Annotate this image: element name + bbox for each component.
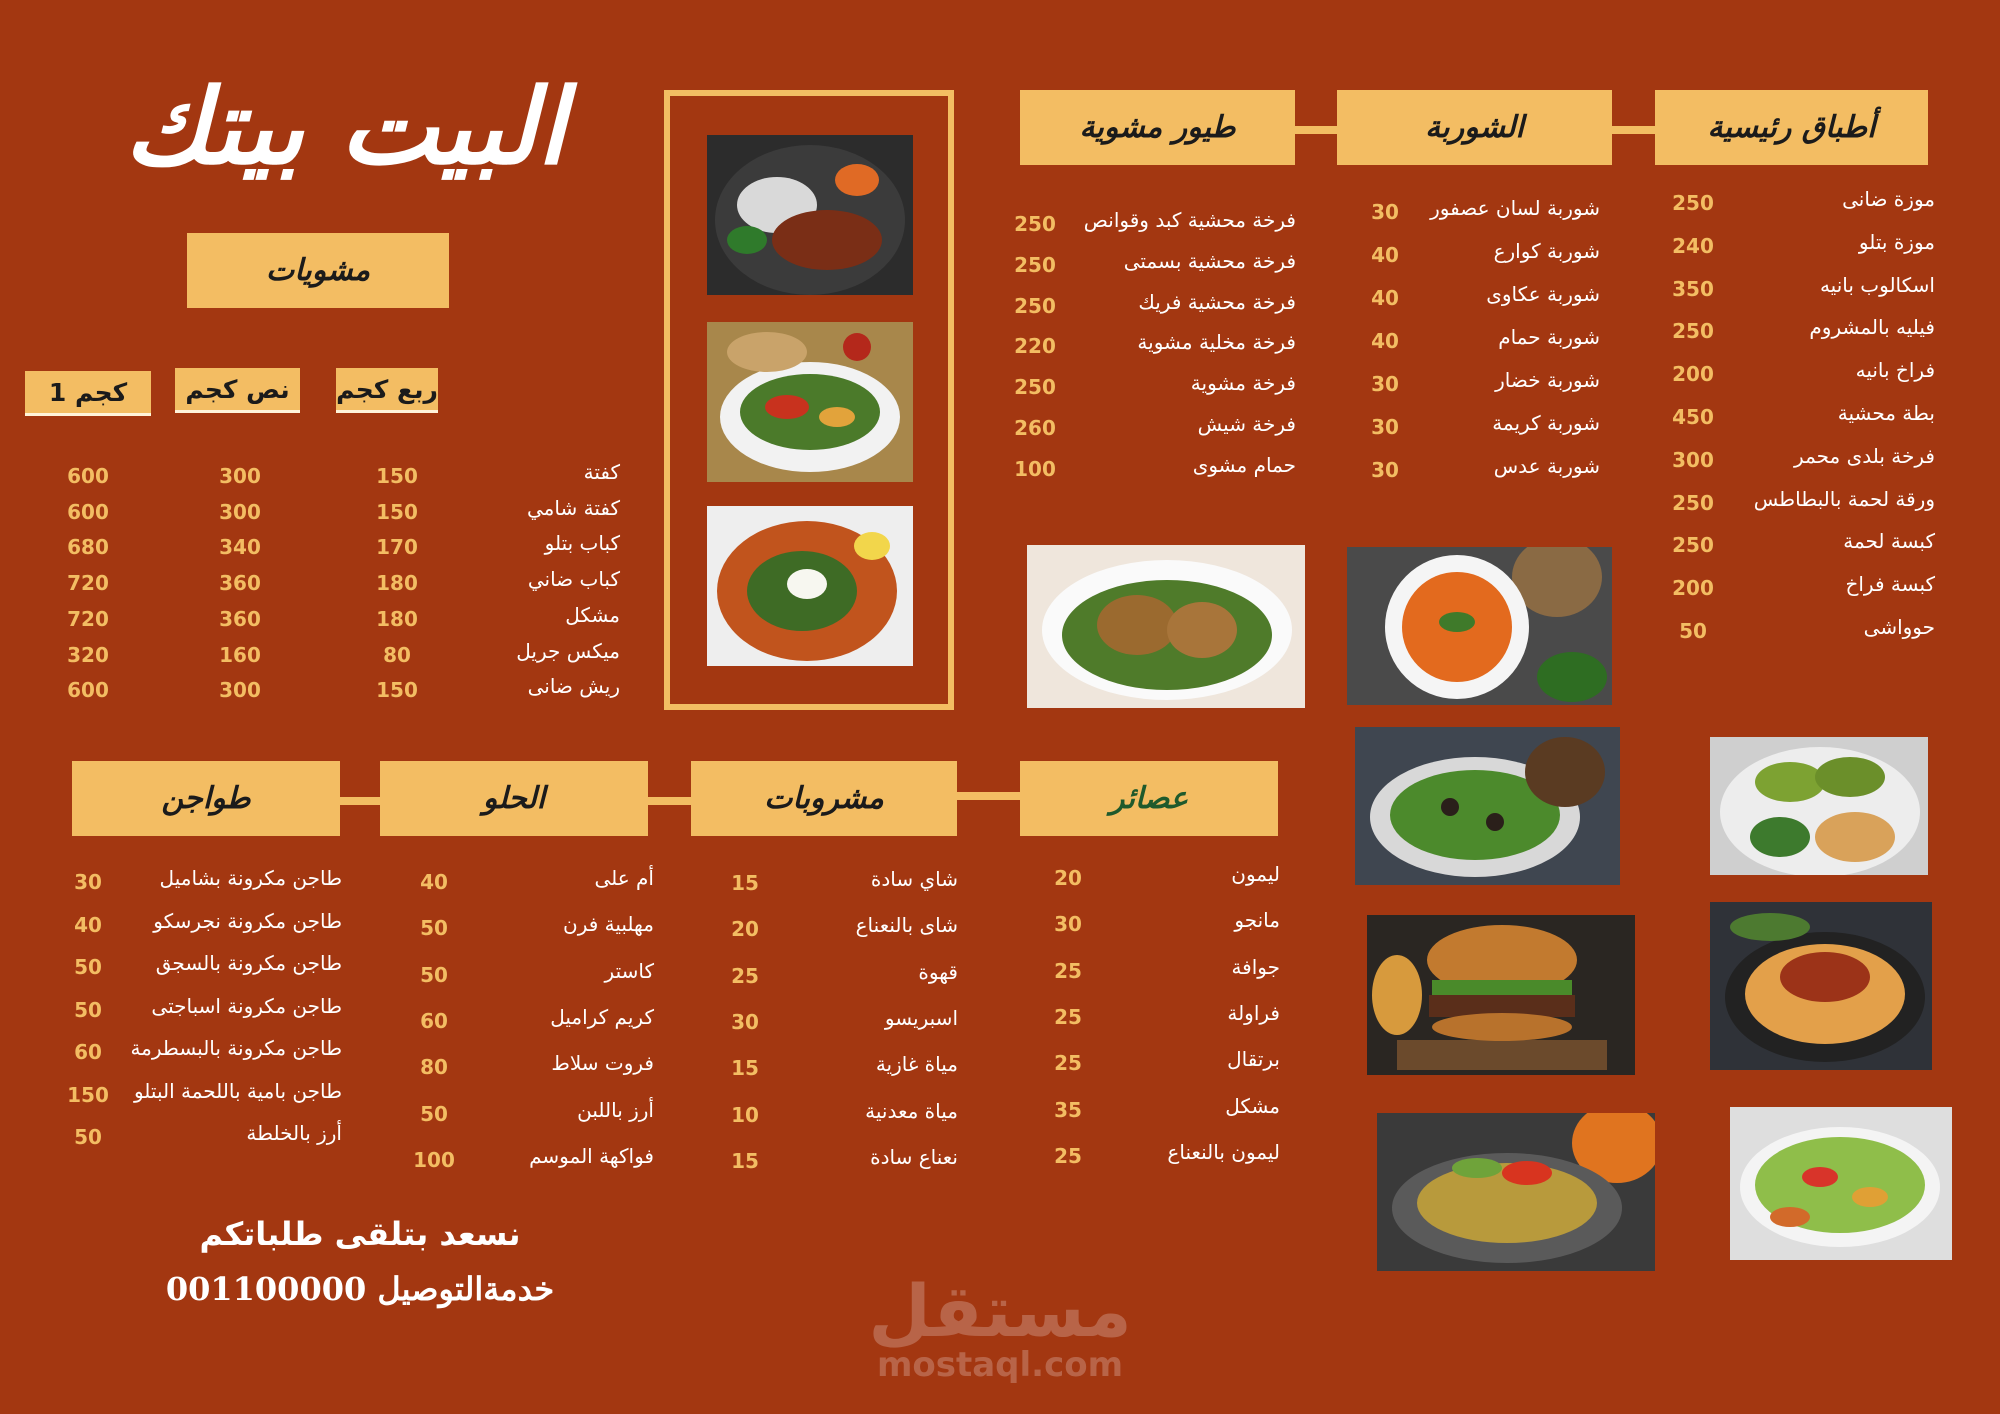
weight-quarter: ربع كجم: [336, 368, 438, 413]
menu-item-name: أرز باللبن: [577, 1097, 654, 1122]
header-connector: [340, 797, 380, 805]
menu-item-name: أرز بالخلطة: [246, 1121, 342, 1145]
grill-price-kilo: 600: [67, 678, 109, 703]
header-connector: [957, 792, 1020, 800]
menu-item-price: 40: [74, 912, 102, 937]
grill-price-half: 300: [219, 499, 261, 524]
menu-item-price: 40: [1371, 286, 1399, 310]
weight-kilo: 1 كجم: [25, 371, 151, 416]
menu-item-name: اسكالوب بانيه: [1819, 272, 1935, 297]
menu-item-name: موزة بتلو: [1858, 229, 1935, 254]
menu-item-price: 200: [1672, 362, 1714, 387]
green-salad-photo: [1355, 727, 1620, 885]
menu-item-name: فيليه بالمشروم: [1809, 315, 1935, 340]
menu-item-name: شاي سادة: [870, 867, 958, 891]
delivery-phone: خدمةالتوصيل 001100000: [165, 1270, 555, 1308]
stuffed-chicken-photo: [1027, 545, 1305, 708]
grill-price-quarter: 170: [376, 535, 418, 560]
orders-slogan: نسعد بتلقى طلباتكم: [199, 1215, 521, 1253]
menu-item-name: مهلبية فرن: [563, 912, 654, 937]
drinks-header: مشروبات: [691, 761, 957, 836]
menu-item-price: 30: [731, 1009, 759, 1034]
menu-item-price: 250: [1672, 319, 1714, 344]
menu-item-price: 20: [731, 917, 759, 942]
menu-item-price: 30: [1371, 200, 1399, 224]
menu-item-name: كاستر: [604, 958, 654, 983]
grill-price-quarter: 80: [383, 642, 411, 667]
menu-item-name: شوربة خضار: [1495, 368, 1600, 392]
menu-item-price: 20: [1054, 866, 1082, 890]
menu-item-name: كبسة فراخ: [1845, 572, 1935, 597]
fresh-salad-photo: [1730, 1107, 1952, 1260]
grill-item-name: كفتة شامي: [527, 495, 620, 520]
menu-item-price: 50: [420, 916, 448, 941]
grill-item-name: كباب بتلو: [544, 531, 620, 556]
menu-item-name: فروت سلاط: [551, 1051, 654, 1076]
menu-item-name: فراولة: [1227, 1000, 1280, 1025]
grill-price-quarter: 180: [376, 571, 418, 596]
menu-item-price: 250: [1672, 533, 1714, 558]
menu-item-price: 50: [74, 997, 102, 1022]
menu-item-name: كبسة لحمة: [1843, 529, 1935, 554]
menu-item-name: طاجن مكرونة بالبسطرمة: [130, 1036, 342, 1060]
menu-item-name: جوافة: [1231, 954, 1280, 979]
menu-item-price: 15: [731, 1056, 759, 1081]
menu-item-price: 15: [731, 871, 759, 895]
grill-item-name: كباب ضاني: [527, 567, 620, 592]
menu-item-price: 25: [1054, 1004, 1082, 1029]
menu-item-name: طاجن مكرونة بالسجق: [155, 951, 342, 975]
fries-salad-photo: [707, 506, 913, 666]
grill-price-quarter: 150: [376, 499, 418, 524]
menu-item-name: شوربة عكاوى: [1486, 282, 1600, 306]
menu-item-price: 150: [67, 1082, 109, 1107]
restaurant-title: البيت بيتك: [124, 65, 566, 188]
grill-price-quarter: 150: [376, 464, 418, 488]
menu-item-name: نعناع سادة: [870, 1144, 958, 1169]
grill-item-name: ميكس جريل: [516, 638, 620, 663]
shrimp-salad-photo: [707, 322, 913, 482]
menu-item-price: 50: [420, 962, 448, 987]
menu-item-name: ورقة لحمة بالبطاطس: [1753, 486, 1935, 511]
header-connector: [1295, 126, 1337, 134]
menu-item-name: شوربة حمام: [1498, 325, 1600, 349]
menu-item-price: 250: [1672, 490, 1714, 515]
menu-item-price: 40: [1371, 243, 1399, 267]
menu-item-name: كريم كراميل: [550, 1004, 654, 1029]
menu-item-name: قهوة: [918, 959, 958, 984]
menu-item-price: 250: [1014, 293, 1056, 318]
menu-item-price: 30: [1371, 458, 1399, 482]
menu-item-price: 40: [420, 870, 448, 894]
noodles-veggies-photo: [1377, 1113, 1655, 1271]
menu-item-price: 15: [731, 1148, 759, 1173]
menu-item-name: فراخ بانيه: [1855, 358, 1935, 383]
menu-item-price: 50: [74, 1125, 102, 1149]
burger-photo: [1367, 915, 1635, 1075]
menu-item-price: 40: [1371, 329, 1399, 353]
menu-item-price: 60: [420, 1008, 448, 1033]
menu-item-name: مانجو: [1234, 908, 1280, 933]
menu-item-price: 50: [1679, 619, 1707, 643]
menu-item-price: 25: [1054, 1143, 1082, 1168]
grill-price-half: 360: [219, 606, 261, 631]
menu-item-price: 35: [1054, 1097, 1082, 1122]
menu-item-name: حوواشى: [1863, 615, 1935, 639]
menu-item-name: فرخة محشية بسمتى: [1123, 248, 1296, 273]
grill-header: مشويات: [187, 233, 449, 308]
menu-item-price: 450: [1672, 405, 1714, 429]
menu-item-price: 80: [420, 1055, 448, 1080]
menu-item-price: 220: [1014, 334, 1056, 359]
menu-item-name: شوربة كوارع: [1493, 239, 1600, 263]
menu-item-name: فرخة محشية فريك: [1138, 289, 1296, 314]
grill-price-half: 160: [219, 642, 261, 667]
grill-price-kilo: 720: [67, 606, 109, 631]
watermark-logo: مستقل: [868, 1269, 1132, 1353]
grill-item-name: كفتة: [583, 460, 620, 484]
spaghetti-bolognese-photo: [1710, 902, 1932, 1070]
menu-item-name: فرخة بلدى محمر: [1794, 443, 1935, 468]
menu-item-name: فرخة مخلية مشوية: [1137, 330, 1296, 355]
juices-header: عصائر: [1020, 761, 1278, 836]
poultry-header: طيور مشوية: [1020, 90, 1295, 165]
menu-item-price: 300: [1672, 447, 1714, 472]
menu-item-price: 60: [74, 1040, 102, 1064]
grill-price-half: 360: [219, 571, 261, 596]
menu-item-name: فرخة محشية كبد وقوانص: [1083, 208, 1296, 232]
menu-item-price: 30: [1054, 912, 1082, 937]
menu-item-price: 200: [1672, 576, 1714, 601]
soups-header: الشوربة: [1337, 90, 1612, 165]
menu-item-name: طاجن مكرونة نجرسكو: [153, 908, 342, 933]
header-connector: [648, 797, 691, 805]
menu-item-name: موزة ضانى: [1842, 187, 1935, 211]
grill-price-kilo: 600: [67, 464, 109, 488]
steak-salad-photo: [707, 135, 913, 295]
menu-item-price: 30: [74, 870, 102, 894]
desserts-header: الحلو: [380, 761, 648, 836]
grill-price-quarter: 150: [376, 678, 418, 703]
menu-item-price: 25: [1054, 1051, 1082, 1076]
menu-item-name: حمام مشوى: [1192, 452, 1296, 477]
grill-price-kilo: 680: [67, 535, 109, 560]
menu-item-price: 50: [74, 955, 102, 979]
menu-item-name: طاجن بامية باللحمة البتلو: [133, 1078, 342, 1103]
menu-item-price: 260: [1014, 416, 1056, 440]
grill-item-name: مشكل: [565, 602, 620, 627]
menu-item-name: شوربة لسان عصفور: [1430, 196, 1600, 220]
menu-item-price: 100: [1014, 456, 1056, 481]
menu-item-name: مياة غازية: [875, 1052, 958, 1077]
menu-item-name: مشكل: [1225, 1093, 1280, 1118]
menu-item-price: 30: [1371, 372, 1399, 396]
menu-item-name: ليمون بالنعناع: [1167, 1139, 1280, 1164]
menu-item-price: 250: [1672, 191, 1714, 215]
menu-item-price: 25: [731, 963, 759, 988]
weight-half: نص كجم: [175, 368, 300, 413]
menu-item-name: طاجن مكرونة اسباجتى: [151, 993, 342, 1018]
grill-price-half: 300: [219, 464, 261, 488]
menu-item-price: 250: [1014, 252, 1056, 277]
grill-price-quarter: 180: [376, 606, 418, 631]
grill-price-kilo: 720: [67, 571, 109, 596]
menu-item-name: برتقال: [1227, 1047, 1280, 1072]
grill-item-name: ريش ضانى: [527, 674, 620, 699]
soup-bowl-photo: [1347, 547, 1612, 705]
menu-item-price: 50: [420, 1101, 448, 1126]
grill-price-kilo: 600: [67, 499, 109, 524]
menu-item-name: فواكهة الموسم: [529, 1143, 654, 1168]
menu-item-name: شاى بالنعناع: [855, 913, 958, 938]
header-connector: [1612, 126, 1655, 134]
menu-item-name: اسبريسو: [884, 1005, 958, 1030]
menu-item-price: 250: [1014, 212, 1056, 236]
menu-item-name: أم على: [594, 866, 654, 890]
menu-item-price: 10: [731, 1102, 759, 1127]
menu-item-name: ليمون: [1231, 862, 1280, 886]
menu-item-name: مياة معدنية: [865, 1098, 958, 1123]
grill-price-kilo: 320: [67, 642, 109, 667]
menu-item-price: 350: [1672, 276, 1714, 301]
mains-header: أطباق رئيسية: [1655, 90, 1928, 165]
menu-item-name: بطة محشية: [1837, 401, 1935, 425]
menu-item-price: 240: [1672, 233, 1714, 258]
menu-item-price: 25: [1054, 958, 1082, 983]
menu-item-price: 250: [1014, 375, 1056, 400]
tagines-header: طواجن: [72, 761, 340, 836]
menu-item-name: فرخة مشوية: [1190, 371, 1296, 396]
grill-price-half: 340: [219, 535, 261, 560]
watermark-url: mostaql.com: [876, 1345, 1124, 1385]
grill-price-half: 300: [219, 678, 261, 703]
menu-item-name: طاجن مكرونة بشاميل: [159, 866, 342, 890]
grilled-chicken-avocado-photo: [1710, 737, 1928, 875]
menu-item-name: فرخة شيش: [1197, 412, 1296, 436]
menu-item-name: شوربة عدس: [1493, 454, 1600, 478]
menu-item-price: 30: [1371, 415, 1399, 439]
menu-item-name: شوربة كريمة: [1492, 411, 1600, 435]
menu-item-price: 100: [413, 1147, 455, 1172]
